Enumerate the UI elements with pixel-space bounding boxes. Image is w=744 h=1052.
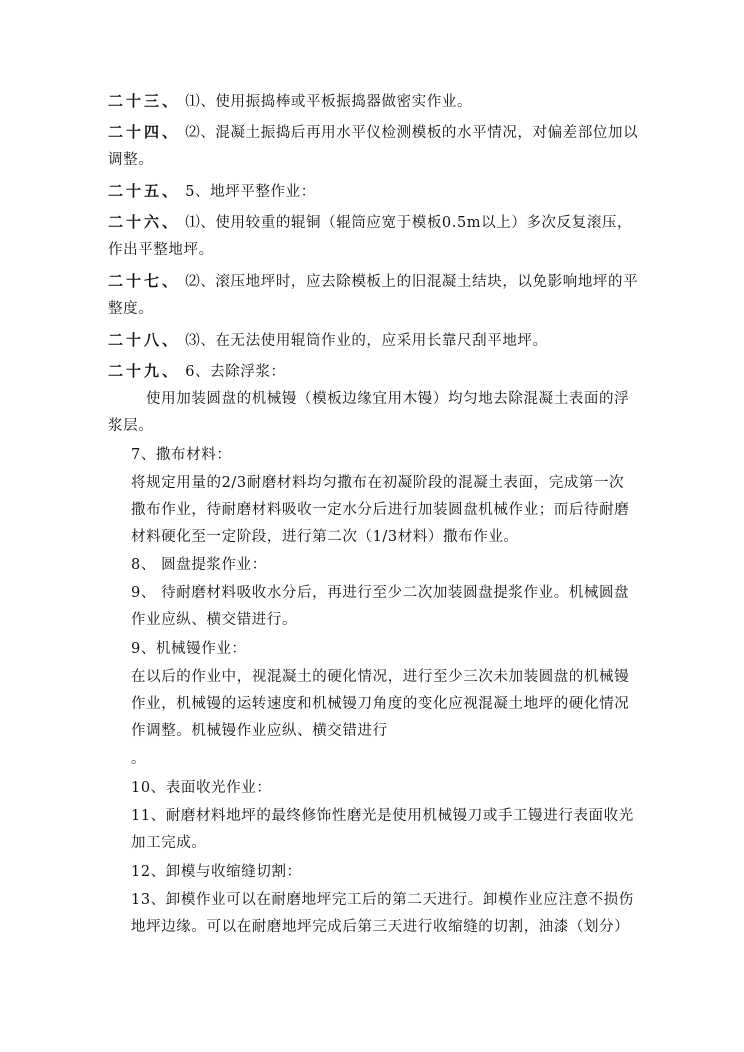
section-heading: 7、撒布材料：: [131, 447, 232, 463]
item-number: 二十七、: [108, 272, 181, 290]
paragraph-line: 浆层。: [108, 418, 154, 434]
paragraph-line: 作业，机械镘的运转速度和机械镘刀角度的变化应视混凝土地坪的硬化情况: [131, 696, 630, 712]
paragraph-line: 。: [131, 751, 147, 767]
list-item: [108, 330, 548, 351]
list-item: [108, 181, 316, 202]
item-text: ⑴、使用振捣棒或平板振捣器做密实作业。: [185, 94, 473, 110]
list-item: [108, 361, 286, 382]
list-item: [108, 122, 638, 143]
section-heading: 12、卸模与收缩缝切割：: [131, 864, 302, 880]
item-number: 二十九、: [108, 362, 181, 380]
item-text: 5、地坪平整作业：: [185, 184, 316, 200]
list-item: [108, 212, 632, 233]
item-number: 二十五、: [108, 182, 181, 200]
item-number: 二十四、: [108, 123, 181, 141]
item-text: ⑴、使用较重的辊铜（辊筒应宽于模板0.5m以上）多次反复滚压，: [185, 215, 633, 231]
paragraph-line: 地坪边缘。可以在耐磨地坪完成后第三天进行收缩缝的切割，油漆（划分）: [131, 919, 630, 935]
paragraph-line: 将规定用量的2/3耐磨材料均匀撒布在初凝阶段的混凝土表面，完成第一次: [131, 475, 625, 491]
item-continuation: 整度。: [108, 301, 154, 317]
paragraph-line: 撒布作业，待耐磨材料吸收一定水分后进行加装圆盘机械作业；而后待耐磨: [131, 502, 630, 518]
paragraph-line: 加工完成。: [131, 835, 207, 851]
section-heading: 10、表面收光作业：: [131, 780, 272, 796]
item-text: ⑵、混凝土振捣后再用水平仪检测模板的水平情况，对偏差部位加以: [185, 125, 639, 141]
item-number: 二十三、: [108, 92, 181, 110]
item-text: ⑶、在无法使用辊筒作业的，应采用长靠尺刮平地坪。: [185, 333, 548, 349]
paragraph-line: 材料硬化至一定阶段，进行第二次（1/3材料）撒布作业。: [131, 529, 519, 545]
item-number: 二十八、: [108, 331, 181, 349]
paragraph-line: 13、卸模作业可以在耐磨地坪完工后的第二天进行。卸模作业应注意不损伤: [131, 892, 634, 908]
item-text: ⑵、滚压地坪时，应去除模板上的旧混凝土结块，以免影响地坪的平: [185, 274, 639, 290]
section-heading: 8、 圆盘提浆作业：: [131, 557, 267, 573]
section-heading: 9、机械镘作业：: [131, 641, 247, 657]
list-item: [108, 91, 472, 112]
paragraph-line: 9、 待耐磨材料吸收水分后，再进行至少二次加装圆盘提浆作业。机械圆盘: [131, 585, 630, 601]
item-text: 6、去除浮浆：: [185, 364, 286, 380]
paragraph-line: 在以后的作业中，视混凝土的硬化情况，进行至少三次未加装圆盘的机械镘: [131, 669, 630, 685]
paragraph-line: 使用加装圆盘的机械镘（模板边缘宜用木镘）均匀地去除混凝土表面的浮: [146, 391, 630, 407]
item-number: 二十六、: [108, 213, 181, 231]
item-continuation: 作出平整地坪。: [108, 242, 214, 258]
paragraph-line: 作调整。机械镘作业应纵、横交错进行: [131, 723, 388, 739]
item-continuation: 调整。: [108, 152, 154, 168]
list-item: [108, 271, 638, 292]
paragraph-line: 作业应纵、横交错进行。: [131, 612, 298, 628]
paragraph-line: 11、耐磨材料地坪的最终修饰性磨光是使用机械镘刀或手工镘进行表面收光: [131, 808, 634, 824]
